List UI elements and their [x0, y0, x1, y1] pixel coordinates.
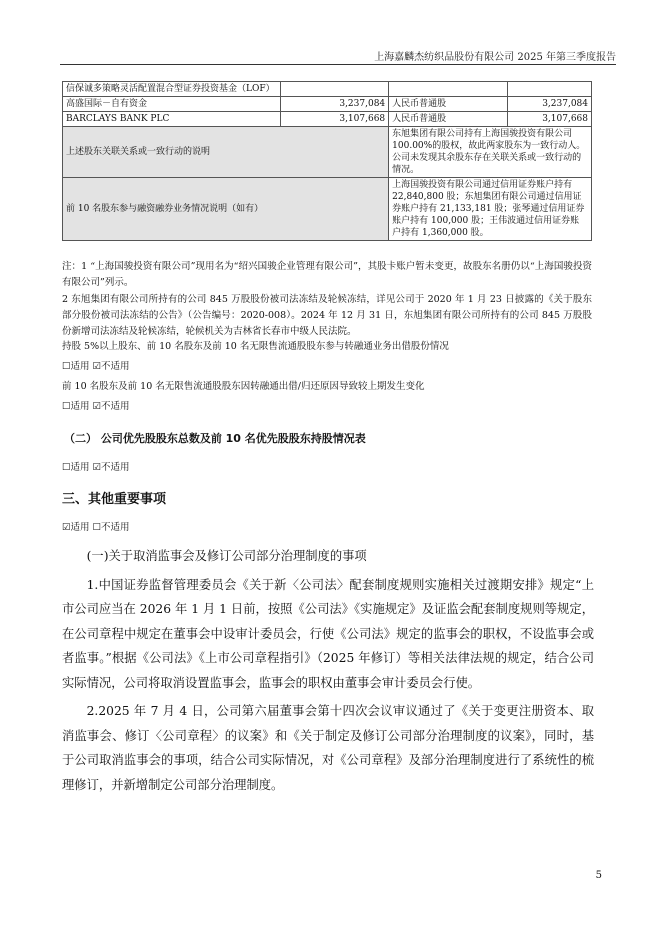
holder-name: BARCLAYS BANK PLC [63, 112, 281, 127]
holder-name: 信保诚多策略灵活配置混合型证券投资基金（LOF） [63, 82, 281, 97]
table-row [63, 82, 592, 97]
section3-title: 三、其他重要事项 [62, 492, 167, 507]
relation-label: 上述股东关联关系或一致行动的说明 [63, 127, 389, 178]
paragraph-2: 2.2025 年 7 月 4 日，公司第六届董事会第十四次会议审议通过了《关于变更注册资本、取消监事会、修订〈公司章程〉的议案》和《关于制定及修订公司部分治理制度的议案》，同时，基于公司取消监事会的事项，结合公司实际情况，对《公司章程》及部分治理制度进行了系统性的梳理修订，并新增制定公司部分治理制度。 [62, 704, 594, 792]
holder-shares: 3,107,668 [280, 112, 388, 127]
margin-label: 前 10 名股东参与融资融券业务情况说明（如有） [63, 178, 389, 241]
share-amount: 3,107,668 [508, 112, 592, 127]
holder-shares [280, 82, 388, 97]
header-divider [60, 64, 616, 65]
note-1: 注：1 “上海国骏投资有限公司”现用名为“绍兴国骏企业管理有限公司”，其股卡账户暂未变更，故股东名册仍以“上海国骏投资有限公司”列示。 [62, 261, 592, 288]
section2-title: （二） 公司优先股股东总数及前 10 名优先股股东持股情况表 [64, 432, 366, 445]
change-option: ☐适用 ☑不适用 [62, 401, 130, 412]
top-holders-table [62, 81, 592, 241]
table-row [63, 178, 592, 241]
notes-block [62, 259, 592, 340]
change-title: 前 10 名股东及前 10 名无限售流通股股东因转融通出借/归还原因导致较上期发生变化 [62, 381, 425, 392]
margin-text: 上海国骏投资有限公司通过信用证券账户持有 22,840,800 股；东旭集团有限公司通过信用证券账户持有 21,133,181 股；张琴通过信用证券账户持有 100,000 股；王伟波通过信用证券账户持有 1,360,000 股。 [389, 178, 592, 241]
holder-name: 高盛国际－自有资金 [63, 97, 281, 112]
lending-title: 持股 5%以上股东、前 10 名股东及前 10 名无限售流通股股东参与转融通业务出借股份情况 [62, 341, 449, 352]
share-type [389, 82, 508, 97]
holder-shares: 3,237,084 [280, 97, 388, 112]
table-row [63, 127, 592, 178]
share-amount [508, 82, 592, 97]
table-row [63, 112, 592, 127]
share-type: 人民币普通股 [389, 112, 508, 127]
relation-text: 东旭集团有限公司持有上海国骏投资有限公司 100.00%的股权，故此两家股东为一致行动人。公司未发现其余股东存在关联关系或一致行动的情况。 [389, 127, 592, 178]
table-row [63, 97, 592, 112]
lending-option: ☐适用 ☑不适用 [62, 361, 130, 372]
section3-option: ☑适用 ☐不适用 [62, 522, 130, 533]
page-number: 5 [595, 870, 602, 881]
note-2: 2 东旭集团有限公司所持有的公司 845 万股股份被司法冻结及轮候冻结，详见公司于 2020 年 1 月 23 日披露的《关于股东部分股份被司法冻结的公告》（公告编号：2020-008）。2024 年 12 月 31 日，东旭集团有限公司所持有的公司 845 万股股份新增司法冻结及轮候冻结，轮候机关为吉林省长春市中级人民法院。 [62, 294, 592, 337]
section3-body [62, 544, 594, 797]
page-header: 上海嘉麟杰纺织品股份有限公司 2025 年第三季度报告 [374, 52, 616, 63]
share-amount: 3,237,084 [508, 97, 592, 112]
paragraph-1: 1.中国证券监督管理委员会《关于新〈公司法〉配套制度规则实施相关过渡期安排》规定“上市公司应当在 2026 年 1 月 1 日前，按照《公司法》《实施规定》及证监会配套制度规则等规定，在公司章程中规定在董事会中设审计委员会，行使《公司法》规定的监事会的职权，不设监事会或者监事。”根据《公司法》《上市公司章程指引》（2025 年修订）等相关法律法规的规定，结合公司实际情况，公司将取消设置监事会，监事会的职权由董事会审计委员会行使。 [62, 577, 594, 690]
section2-option: ☐适用 ☑不适用 [62, 462, 130, 473]
sub-title: (一)关于取消监事会及修订公司部分治理制度的事项 [86, 549, 367, 563]
share-type: 人民币普通股 [389, 97, 508, 112]
